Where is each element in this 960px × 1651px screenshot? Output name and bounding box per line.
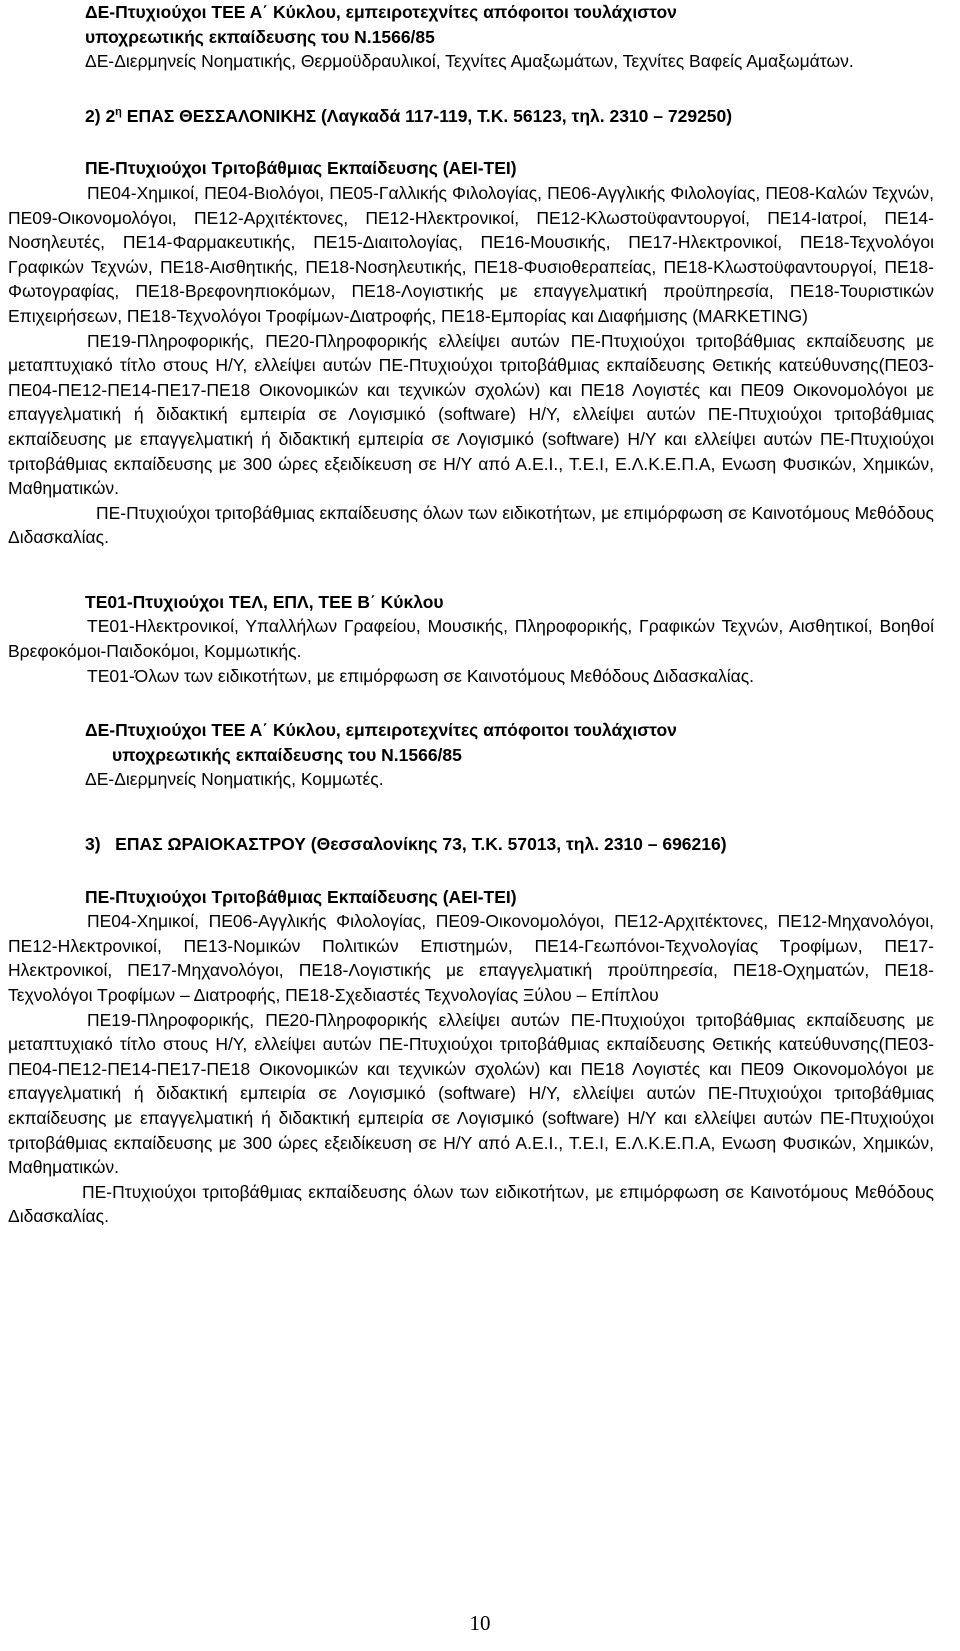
school2-all-text: ΠΕ-Πτυχιούχοι τριτοβάθμιας εκπαίδευσης όλων των ειδικοτήτων, με επιμόρφωση σε Καινοτόμους Μεθόδους Διδασκαλίας. (8, 502, 934, 548)
school2-name: ΕΠΑΣ ΘΕΣΣΑΛΟΝΙΚΗΣ (Λαγκαδά 117-119, Τ.Κ. 56123, τηλ. 2310 – 729250) (126, 105, 733, 126)
school2-te01-text: ΤΕ01-Ηλεκτρονικοί, Υπαλλήλων Γραφείου, Μουσικής, Πληροφορικής, Γραφικών Τεχνών, Αισθητικοί, Βοηθοί Βρεφοκόμοι-Παιδοκόμοι, Κομμωτικής. (8, 616, 934, 662)
spacer (8, 550, 934, 590)
school3-heading: 3) ΕΠΑΣ ΩΡΑΙΟΚΑΣΤΡΟΥ (Θεσσαλονίκης 73, Τ.Κ. 57013, τηλ. 2310 – 696216) (85, 834, 727, 855)
spacer (8, 128, 934, 156)
spacer (8, 857, 934, 885)
school2-heading (8, 104, 934, 129)
block1-heading-line1: ΔΕ-Πτυχιούχοι ΤΕΕ Α΄ Κύκλου, εμπειροτεχνίτες απόφοιτοι τουλάχιστον (85, 2, 677, 22)
school2-number: 2) (85, 105, 101, 126)
school2-de-heading-line2: υποχρεωτικής εκπαίδευσης του Ν.1566/85 (112, 744, 462, 765)
school3-aei-text: ΠΕ04-Χημικοί, ΠΕ06-Αγγλικής Φιλολογίας, ΠΕ09-Οικονομολόγοι, ΠΕ12-Αρχιτέκτονες, ΠΕ12-Μηχανολόγοι, ΠΕ12-Ηλεκτρονικοί, ΠΕ13-Νομικών Πολιτικών Επιστημών, ΠΕ14-Γεωπόνοι-Τεχνολογίας Τροφίμων, ΠΕ17-Ηλεκτρονικοί, ΠΕ17-Μηχανολόγοι, ΠΕ18-Λογιστικής με επαγγελματική προϋπηρεσία, ΠΕ18-Οχηματών, ΠΕ18-Τεχνολόγοι Τροφίμων – Διατροφής, ΠΕ18-Σχεδιαστές Τεχνολογίας Ξύλου – Επίπλου (8, 911, 934, 1005)
spacer (8, 688, 934, 718)
spacer (8, 792, 934, 832)
school2-te01-all-text: ΤΕ01-Όλων των ειδικοτήτων, με επιμόρφωση σε Καινοτόμους Μεθόδους Διδασκαλίας. (87, 665, 755, 686)
spacer (8, 74, 934, 104)
school2-de-text: ΔΕ-Διερμηνείς Νοηματικής, Κομμωτές. (85, 769, 384, 790)
page-number: 10 (469, 1611, 491, 1635)
block1-text: ΔΕ-Διερμηνείς Νοηματικής, Θερμοϋδραυλικοί, Τεχνίτες Αμαξωμάτων, Τεχνίτες Βαφείς Αμαξωμάτων. (85, 51, 854, 72)
school2-de-heading-line1: ΔΕ-Πτυχιούχοι ΤΕΕ Α΄ Κύκλου, εμπειροτεχνίτες απόφοιτοι τουλάχιστον (85, 720, 677, 741)
school2-aei-heading: ΠΕ-Πτυχιούχοι Τριτοβάθμιας Εκπαίδευσης (ΑΕΙ-ΤΕΙ) (85, 158, 517, 179)
school3-all-text: ΠΕ-Πτυχιούχοι τριτοβάθμιας εκπαίδευσης όλων των ειδικοτήτων, με επιμόρφωση σε Καινοτόμους Μεθόδους Διδασκαλίας. (8, 1181, 934, 1227)
school3-aei-heading: ΠΕ-Πτυχιούχοι Τριτοβάθμιας Εκπαίδευσης (ΑΕΙ-ΤΕΙ) (85, 886, 517, 907)
school3-pe19-text: ΠΕ19-Πληροφορικής, ΠΕ20-Πληροφορικής ελλείψει αυτών ΠΕ-Πτυχιούχοι τριτοβάθμιας εκπαίδευσης με μεταπτυχιακό τίτλο στους Η/Υ, ελλείψει αυτών ΠΕ-Πτυχιούχοι τριτοβάθμιας εκπαίδευσης Θετικής κατεύθυνσης(ΠΕ03-ΠΕ04-ΠΕ12-ΠΕ14-ΠΕ17-ΠΕ18 Οικονομικών και τεχνικών σχολών) και ΠΕ18 Λογιστές και ΠΕ09 Οικονομολόγοι με επαγγελματική ή διδακτική εμπειρία σε Λογισμικό (software) Η/Υ, ελλείψει αυτών ΠΕ-Πτυχιούχοι τριτοβάθμιας εκπαίδευσης με επαγγελματική ή διδακτική εμπειρία σε Λογισμικό (software) Η/Υ και ελλείψει αυτών ΠΕ-Πτυχιούχοι τριτοβάθμιας εκπαίδευσης με 300 ώρες εξειδίκευση σε Η/Υ από Α.Ε.Ι., Τ.Ε.Ι, Ε.Λ.Κ.Ε.Π.Α, Ενωση Φυσικών, Χημικών, Μαθηματικών. (8, 1009, 934, 1178)
school2-te01-heading: ΤΕ01-Πτυχιούχοι ΤΕΛ, ΕΠΛ, ΤΕΕ Β΄ Κύκλου (85, 591, 444, 612)
block1-heading-line2: υποχρεωτικής εκπαίδευσης του Ν.1566/85 (85, 26, 435, 47)
school2-pe19-text: ΠΕ19-Πληροφορικής, ΠΕ20-Πληροφορικής ελλείψει αυτών ΠΕ-Πτυχιούχοι τριτοβάθμιας εκπαίδευσης με μεταπτυχιακό τίτλο στους Η/Υ, ελλείψει αυτών ΠΕ-Πτυχιούχοι τριτοβάθμιας εκπαίδευσης Θετικής κατεύθυνσης(ΠΕ03-ΠΕ04-ΠΕ12-ΠΕ14-ΠΕ17-ΠΕ18 Οικονομικών και τεχνικών σχολών) και ΠΕ18 Λογιστές και ΠΕ09 Οικονομολόγοι με επαγγελματική ή διδακτική εμπειρία σε Λογισμικό (software) Η/Υ, ελλείψει αυτών ΠΕ-Πτυχιούχοι τριτοβάθμιας εκπαίδευσης με επαγγελματική ή διδακτική εμπειρία σε Λογισμικό (software) Η/Υ και ελλείψει αυτών ΠΕ-Πτυχιούχοι τριτοβάθμιας εκπαίδευσης με 300 ώρες εξειδίκευση σε Η/Υ από Α.Ε.Ι., Τ.Ε.Ι, Ε.Λ.Κ.Ε.Π.Α, Ενωση Φυσικών, Χημικών, Μαθηματικών. (8, 330, 934, 499)
school2-aei-text: ΠΕ04-Χημικοί, ΠΕ04-Βιολόγοι, ΠΕ05-Γαλλικής Φιλολογίας, ΠΕ06-Αγγλικής Φιλολογίας, ΠΕ08-Καλών Τεχνών, ΠΕ09-Οικονομολόγοι, ΠΕ12-Αρχιτέκτονες, ΠΕ12-Ηλεκτρονικοί, ΠΕ12-Κλωστοϋφαντουργοί, ΠΕ14-Ιατροί, ΠΕ14-Νοσηλευτές, ΠΕ14-Φαρμακευτικής, ΠΕ15-Διαιτολογίας, ΠΕ16-Μουσικής, ΠΕ17-Ηλεκτρονικοί, ΠΕ18-Τεχνολόγοι Γραφικών Τεχνών, ΠΕ18-Αισθητικής, ΠΕ18-Νοσηλευτικής, ΠΕ18-Φυσιοθεραπείας, ΠΕ18-Κλωστοϋφαντουργοί, ΠΕ18-Φωτογραφίας, ΠΕ18-Βρεφονηπιοκόμων, ΠΕ18-Λογιστικής με επαγγελματική προϋπηρεσία, ΠΕ18-Τουριστικών Επιχειρήσεων, ΠΕ18-Τεχνολόγοι Τροφίμων-Διατροφής, ΠΕ18-Εμπορίας και Διαφήμισης (MARKETING) (8, 182, 934, 326)
school2-ordinal-suffix: η (115, 105, 122, 118)
school2-ordinal: 2 (105, 105, 116, 126)
